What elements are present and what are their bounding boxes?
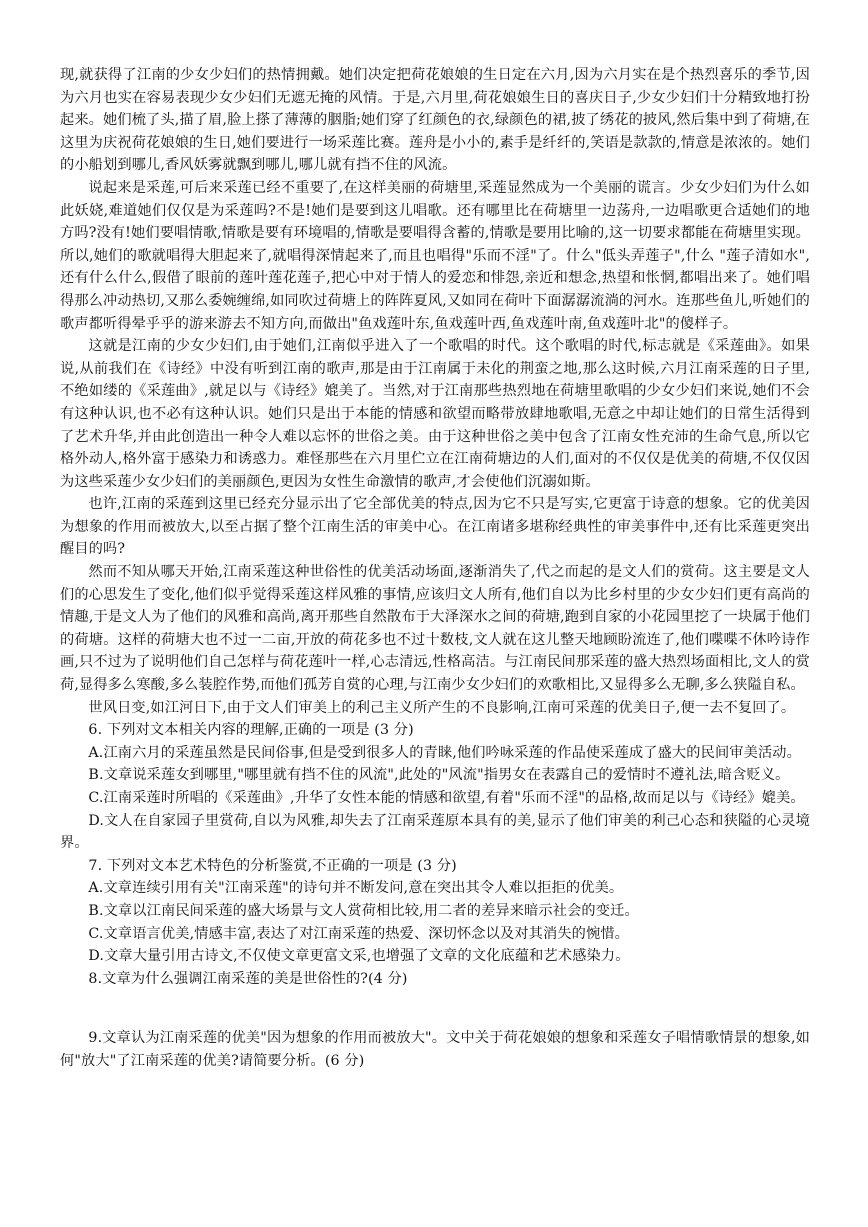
question-7-stem: 7. 下列对文本艺术特色的分析鉴赏,不正确的一项是 (3 分) [88, 857, 457, 874]
question-7-option-b: B.文章以江南民间采莲的盛大场景与文人赏荷相比较,用二者的差异来暗示社会的变迁。 [88, 902, 639, 919]
passage-paragraph-1: 现,就获得了江南的少女少妇们的热情拥戴。她们决定把荷花娘娘的生日定在六月,因为六月实在是个热烈喜乐的季节,因为六月也实在容易表现少女少妇们无遮无掩的风情。于是,六月里,荷花娘娘生日的喜庆日子,少女少妇们十分精致地打扮起来。她们梳了头,描了眉,脸上搽了薄薄的胭脂;她们穿了红颜色的衣,绿颜色的裙,披了绣花的披风,然后集中到了荷塘,在这里为庆祝荷花娘娘的生日,她们要进行一场采莲比赛。莲舟是小小的,素手是纤纤的,笑语是款款的,情意是浓浓的。她们的小船划到哪儿,香风妖雾就飘到哪儿,哪儿就有挡不住的风流。 [60, 67, 810, 174]
question-7-option-a: A.文章连续引用有关"江南采莲"的诗句并不断发问,意在突出其令人难以拒拒的优美。 [88, 880, 624, 897]
question-7 [60, 855, 810, 968]
question-9-stem: 9.文章认为江南采莲的优美"因为想象的作用而被放大"。文中关于荷花娘娘的想象和采莲女子唱情歌情景的想象,如何"放大"了江南采莲的优美?请简要分析。(6 分) [60, 1030, 810, 1069]
question-6-option-d: D.文人在自家园子里赏荷,自以为风雅,却失去了江南采莲原本具有的美,显示了他们审美的利己心态和狭隘的心灵境界。 [60, 812, 810, 852]
question-7-option-c: C.文章语言优美,情感丰富,表达了对江南采莲的热爱、深切怀念以及对其消失的惋惜。 [88, 925, 630, 942]
question-6 [60, 719, 810, 855]
passage-paragraph-3: 这就是江南的少女少妇们,由于她们,江南似乎进入了一个歌唱的时代。这个歌唱的时代,标志就是《采莲曲》。如果说,从前我们在《诗经》中没有听到江南的歌声,那是由于江南属于未化的荆蛮之地,那么这时候,六月江南采莲的日子里,不绝如缕的《采莲曲》,就足以与《诗经》媲美了。当然,对于江南那些热烈地在荷塘里歌唱的少女少妇们来说,她们不会有这种认识,也不必有这种认识。她们只是出于本能的情感和欲望而略带放肆地歌唱,无意之中却让她们的日常生活得到了艺术升华,并由此创造出一种令人难以忘怀的世俗之美。由于这种世俗之美中包含了江南女性充沛的生命气息,所以它格外动人,格外富于感染力和诱惑力。难怪那些在六月里伫立在江南荷塘边的人们,面对的不仅仅是优美的荷塘,不仅仅因为这些采莲少女少妇们的美丽颜色,更因为女性生命激情的歌声,才会使他们沉溺如斯。 [60, 338, 810, 490]
passage [60, 64, 810, 719]
question-8-stem: 8.文章为什么强调江南采莲的美是世俗性的?(4 分) [88, 970, 408, 987]
document-page [60, 64, 810, 1073]
passage-paragraph-6: 世风日变,如江河日下,由于文人们审美上的利己主义所产生的不良影响,江南可采莲的优美日子,便一去不复回了。 [88, 699, 796, 716]
question-6-option-b: B.文章说采莲女到哪里,"哪里就有挡不住的风流",此处的"风流"指男女在表露自己的爱情时不遵礼法,暗含贬义。 [88, 767, 790, 784]
passage-paragraph-5: 然而不知从哪天开始,江南采莲这种世俗性的优美活动场面,逐渐消失了,代之而起的是文人们的赏荷。这主要是文人们的心思发生了变化,他们似乎觉得采莲这样风雅的事情,应该归文人所有,他们自以为比乡村里的少女少妇们更有高尚的情趣,于是文人为了他们的风雅和高尚,离开那些自然散布于大泽深水之间的荷塘,跑到自家的小花园里挖了一块属于他们的荷塘。这样的荷塘大也不过一二亩,开放的荷花多也不过十数枝,文人就在这儿整天地顾盼流连了,他们喋喋不休吟诗作画,只不过为了说明他们自己怎样与荷花莲叶一样,心志清远,性格高洁。与江南民间那采莲的盛大热烈场面相比,文人的赏荷,显得多么寒酸,多么装腔作势,而他们孤芳自赏的心理,与江南少女少妇们的欢歌相比,又显得多么无聊,多么狭隘自私。 [60, 564, 810, 694]
question-6-option-a: A.江南六月的采莲虽然是民间俗事,但是受到很多人的青睐,他们吟咏采莲的作品使采莲成了盛大的民间审美活动。 [88, 744, 801, 761]
question-6-option-c: C.江南采莲时所唱的《采莲曲》,升华了女性本能的情感和欲望,有着"乐而不淫"的品格,故而足以与《诗经》媲美。 [88, 790, 805, 806]
question-7-option-d: D.文章大量引用古诗文,不仅使文章更富文采,也增强了文章的文化底蕴和艺术感染力。 [88, 948, 630, 965]
question-6-stem: 6. 下列对文本相关内容的理解,正确的一项是 (3 分) [88, 722, 414, 739]
passage-paragraph-2: 说起来是采莲,可后来采莲已经不重要了,在这样美丽的荷塘里,采莲显然成为一个美丽的谎言。少女少妇们为什么如此妖娆,难道她们仅仅是为采莲吗?不是!她们是要到这儿唱歌。还有哪里比在荷塘里一边荡舟,一边唱歌更合适她们的地方吗?没有!她们要唱情歌,情歌是要有环境唱的,情歌是要唱得含蓄的,情歌是要用比喻的,这一切要求都能在荷塘里实现。所以,她们的歌就唱得大胆起来了,就唱得深情起来了,而且也唱得"乐而不淫"了。什么"低头弄莲子",什么 "莲子清如水",还有什么什么,假借了眼前的莲叶莲花莲子,把心中对于情人的爱恋和悱怨,亲近和想念,热望和怅惘,都唱出来了。她们唱得那么冲动热切,又那么委婉缠绵,如同吹过荷塘上的阵阵夏风,又如同在荷叶下面潺潺流淌的河水。连那些鱼儿,听她们的歌声都听得晕乎乎的游来游去不知方向,而做出"鱼戏莲叶东,鱼戏莲叶西,鱼戏莲叶南,鱼戏莲叶北"的傻样子。 [60, 179, 810, 332]
passage-paragraph-4: 也许,江南的采莲到这里已经充分显示出了它全部优美的特点,因为它不只是写实,它更富于诗意的想象。它的优美因为想象的作用而被放大,以至占据了整个江南生活的审美中心。在江南诸多堪称经典性的审美事件中,还有比采莲更突出醒目的吗? [60, 496, 810, 558]
